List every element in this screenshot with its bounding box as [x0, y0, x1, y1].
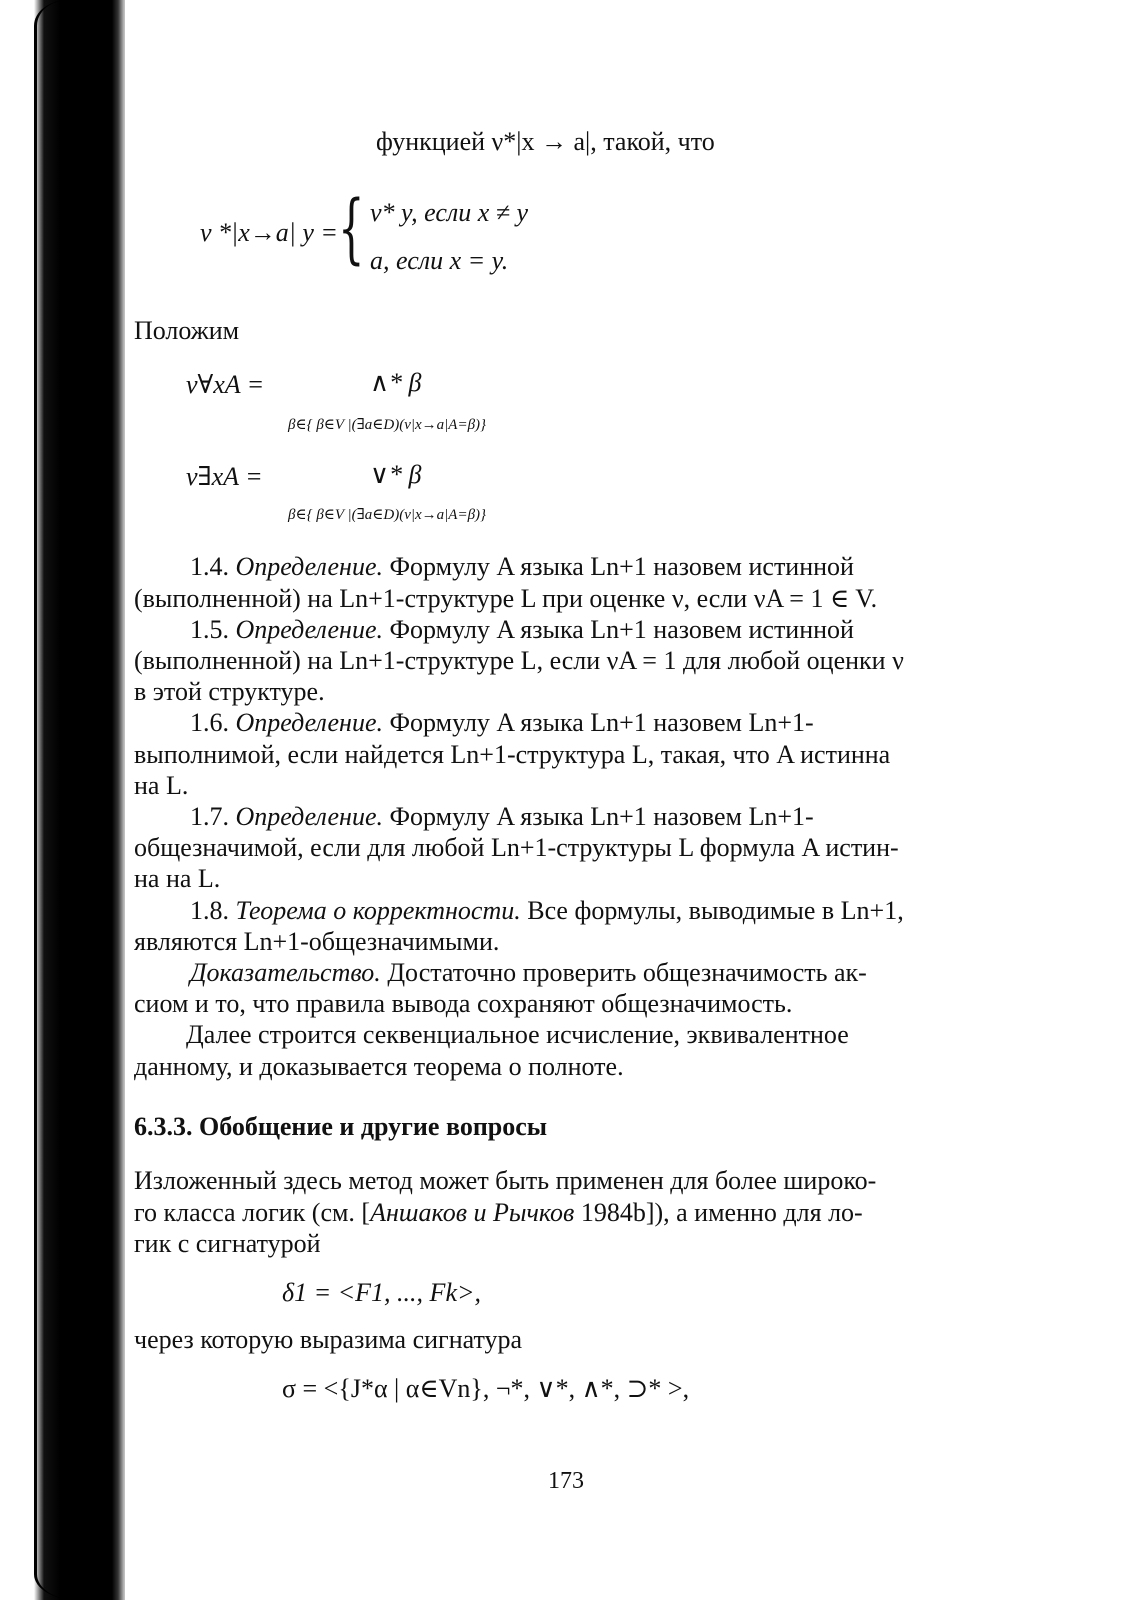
- formula-delta: δ1 = <F1, ..., Fk>,: [282, 1278, 482, 1307]
- number: 1.4.: [190, 552, 229, 581]
- formula-forall-lhs: ν∀xA =: [186, 370, 265, 399]
- formula-lhs: ν *|x→a| y =: [200, 218, 338, 247]
- left-brace: {: [338, 183, 365, 272]
- text-line: через которую выразима сигнатура: [134, 1325, 523, 1354]
- text: го класса логик (см. [: [134, 1198, 371, 1227]
- paragraph-1-7-first-line: [190, 802, 814, 832]
- text: Формулу A языка Ln+1 назовем Ln+1-: [389, 708, 814, 737]
- paragraph-1-8-first-line: [190, 896, 904, 926]
- formula-forall-sub: β∈{ β∈V |(∃a∈D)(ν|x→a|A=β)}: [288, 417, 487, 433]
- text-line: выполнимой, если найдется Ln+1-структура L, такая, что A истинна: [134, 740, 891, 769]
- text-line: общезначимой, если для любой Ln+1-структуры L формула A истин-: [134, 833, 899, 862]
- text-line: на L.: [134, 771, 189, 800]
- text-line: функцией ν*|x → a|, такой, что: [376, 127, 715, 156]
- formula-sigma: σ = <{J*α | α∈Vn}, ¬*, ∨*, ∧*, ⊃* >,: [282, 1374, 690, 1403]
- term: Определение.: [235, 615, 383, 644]
- formula-exists-lhs: ν∃xA =: [186, 462, 263, 491]
- number: 1.7.: [190, 802, 229, 831]
- number: 1.5.: [190, 615, 229, 644]
- text-line: (выполненной) на Ln+1-структуре L при оценке ν, если νA = 1 ∈ V.: [134, 584, 878, 613]
- number: 1.6.: [190, 708, 229, 737]
- text-line: на на L.: [134, 864, 221, 893]
- formula-exists-sub: β∈{ β∈V |(∃a∈D)(ν|x→a|A=β)}: [288, 507, 487, 523]
- citation-authors: Аншаков и Рычков: [370, 1198, 575, 1227]
- text-line: Положим: [134, 316, 240, 345]
- formula-forall-op: ∧* β: [370, 368, 422, 397]
- page-number: 173: [548, 1468, 584, 1494]
- term: Определение.: [235, 552, 383, 581]
- term: Определение.: [235, 708, 383, 737]
- paragraph-1-5-first-line: [190, 615, 854, 645]
- text-line: в этой структуре.: [134, 677, 325, 706]
- term: Теорема о корректности.: [235, 896, 521, 925]
- term: Определение.: [235, 802, 383, 831]
- text: Формулу A языка Ln+1 назовем истинной: [389, 552, 854, 581]
- text: Формулу A языка Ln+1 назовем Ln+1-: [389, 802, 814, 831]
- text-line: являются Ln+1-общезначимыми.: [134, 927, 500, 956]
- term: Доказательство.: [190, 958, 381, 987]
- section-heading: 6.3.3. Обобщение и другие вопросы: [134, 1112, 548, 1141]
- text-line: (выполненной) на Ln+1-структуре L, если νA = 1 для любой оценки ν: [134, 646, 904, 675]
- formula-exists-op: ∨* β: [370, 460, 422, 489]
- formula-case-2: a, если x = y.: [370, 246, 509, 275]
- formula-case-1: ν* y, если x ≠ y: [370, 198, 529, 227]
- paragraph-1-4-first-line: [190, 552, 970, 582]
- paragraph-1-6-first-line: [190, 708, 814, 738]
- text-line: данному, и доказывается теорема о полноте.: [134, 1052, 624, 1081]
- text: Все формулы, выводимые в Ln+1,: [527, 896, 904, 925]
- proof-first-line: [190, 958, 867, 988]
- text-line: гик с сигнатурой: [134, 1229, 321, 1258]
- number: 1.8.: [190, 896, 229, 925]
- text-line: Далее строится секвенциальное исчисление, эквивалентное: [186, 1020, 849, 1049]
- text: Формулу A языка Ln+1 назовем истинной: [389, 615, 854, 644]
- text-line: [134, 1198, 863, 1228]
- text-line: сиом и то, что правила вывода сохраняют общезначимость.: [134, 989, 793, 1018]
- text: 1984b]), а именно для ло-: [574, 1198, 863, 1227]
- text: Достаточно проверить общезначимость ак-: [387, 958, 867, 987]
- text-line: Изложенный здесь метод может быть применен для более широко-: [134, 1166, 877, 1195]
